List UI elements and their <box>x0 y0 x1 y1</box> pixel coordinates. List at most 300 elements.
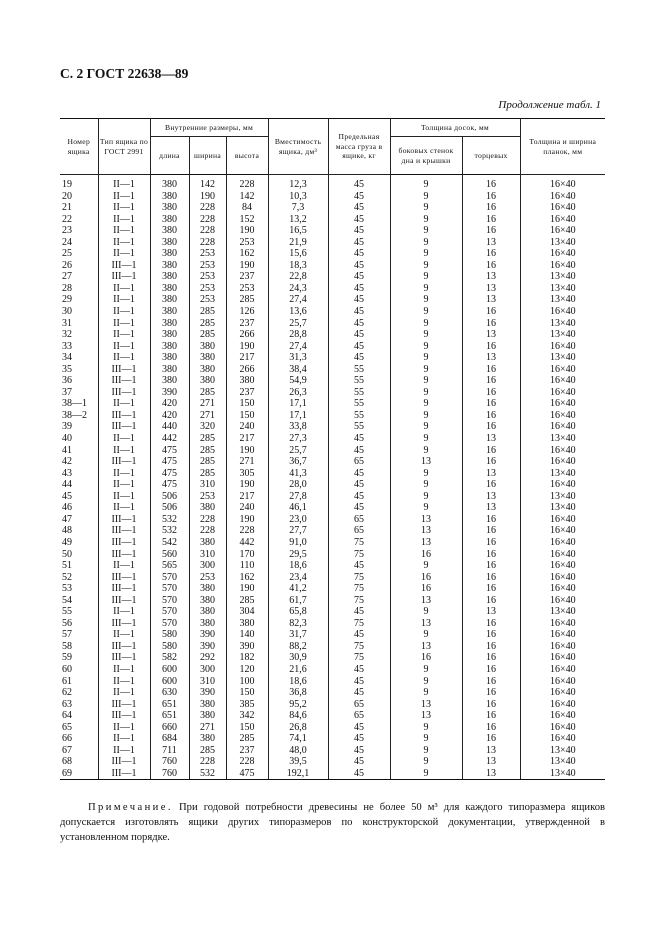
cell-type: II—1 <box>98 733 150 745</box>
cell-plank-size: 13×40 <box>520 433 605 445</box>
cell-side-thickness: 9 <box>390 421 462 433</box>
cell-length: 380 <box>150 260 189 272</box>
cell-type: II—1 <box>98 398 150 410</box>
cell-type: III—1 <box>98 756 150 768</box>
cell-capacity: 26,3 <box>268 387 328 399</box>
cell-max-mass: 45 <box>328 248 390 260</box>
cell-length: 380 <box>150 318 189 330</box>
cell-max-mass: 45 <box>328 318 390 330</box>
cell-max-mass: 45 <box>328 260 390 272</box>
col-header-height: высота <box>226 137 268 175</box>
cell-height: 190 <box>226 260 268 272</box>
cell-plank-size: 13×40 <box>520 329 605 341</box>
cell-width: 228 <box>189 225 226 237</box>
table-row <box>60 560 605 572</box>
col-header-width: ширина <box>189 137 226 175</box>
col-header-board-thickness: Толщина досок, мм <box>390 119 520 137</box>
cell-capacity: 13,6 <box>268 306 328 318</box>
table-row <box>60 237 605 249</box>
cell-side-thickness: 9 <box>390 271 462 283</box>
cell-width: 253 <box>189 248 226 260</box>
cell-width: 320 <box>189 421 226 433</box>
cell-number: 20 <box>60 191 98 203</box>
cell-height: 237 <box>226 745 268 757</box>
cell-height: 271 <box>226 456 268 468</box>
cell-capacity: 27,4 <box>268 294 328 306</box>
cell-width: 380 <box>189 375 226 387</box>
cell-length: 570 <box>150 618 189 630</box>
cell-side-thickness: 9 <box>390 560 462 572</box>
cell-plank-size: 16×40 <box>520 722 605 734</box>
cell-height: 253 <box>226 283 268 295</box>
col-header-side-boards: боковых стенок дна и крышки <box>390 137 462 175</box>
cell-width: 253 <box>189 283 226 295</box>
cell-number: 55 <box>60 606 98 618</box>
cell-side-thickness: 9 <box>390 202 462 214</box>
cell-width: 532 <box>189 768 226 780</box>
table-row <box>60 687 605 699</box>
cell-width: 228 <box>189 237 226 249</box>
table-row <box>60 202 605 214</box>
cell-number: 44 <box>60 479 98 491</box>
cell-plank-size: 16×40 <box>520 445 605 457</box>
note-text: При годовой потребности древесины не более 50 м³ для каждого типоразмера ящиков допускается изготовлять ящики других типоразмеров по конструкторской документации, утвержденной в установленном порядке. <box>60 802 606 843</box>
cell-capacity: 65,8 <box>268 606 328 618</box>
cell-number: 30 <box>60 306 98 318</box>
cell-side-thickness: 13 <box>390 514 462 526</box>
cell-height: 475 <box>226 768 268 780</box>
cell-capacity: 13,2 <box>268 214 328 226</box>
cell-plank-size: 13×40 <box>520 318 605 330</box>
cell-plank-size: 16×40 <box>520 733 605 745</box>
cell-type: II—1 <box>98 318 150 330</box>
cell-plank-size: 16×40 <box>520 560 605 572</box>
cell-type: II—1 <box>98 479 150 491</box>
cell-width: 380 <box>189 606 226 618</box>
cell-width: 285 <box>189 745 226 757</box>
cell-length: 580 <box>150 629 189 641</box>
cell-side-thickness: 16 <box>390 652 462 664</box>
cell-end-thickness: 16 <box>462 710 520 722</box>
cell-end-thickness: 13 <box>462 237 520 249</box>
cell-max-mass: 45 <box>328 676 390 688</box>
cell-side-thickness: 9 <box>390 306 462 318</box>
cell-capacity: 27,4 <box>268 341 328 353</box>
table-row <box>60 433 605 445</box>
cell-end-thickness: 16 <box>462 641 520 653</box>
cell-type: II—1 <box>98 306 150 318</box>
cell-height: 152 <box>226 214 268 226</box>
cell-max-mass: 65 <box>328 525 390 537</box>
cell-type: III—1 <box>98 768 150 780</box>
cell-end-thickness: 13 <box>462 502 520 514</box>
cell-side-thickness: 9 <box>390 248 462 260</box>
cell-plank-size: 16×40 <box>520 410 605 422</box>
cell-plank-size: 16×40 <box>520 595 605 607</box>
cell-number: 64 <box>60 710 98 722</box>
table-row <box>60 175 605 191</box>
cell-side-thickness: 9 <box>390 387 462 399</box>
cell-max-mass: 45 <box>328 479 390 491</box>
cell-plank-size: 16×40 <box>520 214 605 226</box>
cell-number: 26 <box>60 260 98 272</box>
page-header: С. 2 ГОСТ 22638—89 <box>60 66 189 81</box>
cell-height: 110 <box>226 560 268 572</box>
cell-type: III—1 <box>98 421 150 433</box>
col-header-type: Тип ящика по ГОСТ 2991 <box>98 119 150 175</box>
cell-side-thickness: 13 <box>390 641 462 653</box>
cell-plank-size: 16×40 <box>520 641 605 653</box>
col-header-length: длина <box>150 137 189 175</box>
cell-capacity: 82,3 <box>268 618 328 630</box>
cell-height: 150 <box>226 722 268 734</box>
cell-type: II—1 <box>98 283 150 295</box>
cell-side-thickness: 16 <box>390 583 462 595</box>
cell-side-thickness: 9 <box>390 491 462 503</box>
cell-max-mass: 45 <box>328 175 390 191</box>
cell-length: 380 <box>150 352 189 364</box>
cell-length: 380 <box>150 294 189 306</box>
col-header-plank-size: Толщина и ширина планок, мм <box>520 119 605 175</box>
cell-side-thickness: 9 <box>390 768 462 780</box>
cell-type: II—1 <box>98 352 150 364</box>
cell-side-thickness: 13 <box>390 537 462 549</box>
cell-capacity: 38,4 <box>268 364 328 376</box>
col-header-capacity: Вместимость ящика, дм³ <box>268 119 328 175</box>
cell-number: 43 <box>60 468 98 480</box>
cell-max-mass: 55 <box>328 387 390 399</box>
cell-end-thickness: 16 <box>462 652 520 664</box>
table-row <box>60 525 605 537</box>
table-row <box>60 318 605 330</box>
cell-plank-size: 13×40 <box>520 294 605 306</box>
cell-max-mass: 45 <box>328 191 390 203</box>
cell-end-thickness: 16 <box>462 306 520 318</box>
cell-capacity: 48,0 <box>268 745 328 757</box>
cell-height: 380 <box>226 375 268 387</box>
cell-plank-size: 13×40 <box>520 491 605 503</box>
cell-max-mass: 45 <box>328 341 390 353</box>
cell-side-thickness: 13 <box>390 618 462 630</box>
cell-number: 59 <box>60 652 98 664</box>
cell-end-thickness: 13 <box>462 271 520 283</box>
cell-capacity: 28,8 <box>268 329 328 341</box>
cell-side-thickness: 9 <box>390 722 462 734</box>
cell-end-thickness: 13 <box>462 468 520 480</box>
cell-side-thickness: 9 <box>390 756 462 768</box>
cell-plank-size: 13×40 <box>520 606 605 618</box>
cell-plank-size: 16×40 <box>520 364 605 376</box>
cell-length: 570 <box>150 583 189 595</box>
table-body <box>60 175 605 780</box>
cell-number: 51 <box>60 560 98 572</box>
cell-side-thickness: 9 <box>390 629 462 641</box>
table-row <box>60 745 605 757</box>
table-row <box>60 225 605 237</box>
cell-height: 170 <box>226 549 268 561</box>
cell-length: 380 <box>150 225 189 237</box>
cell-number: 37 <box>60 387 98 399</box>
cell-side-thickness: 9 <box>390 687 462 699</box>
cell-max-mass: 45 <box>328 756 390 768</box>
cell-length: 542 <box>150 537 189 549</box>
cell-number: 19 <box>60 175 98 191</box>
cell-type: III—1 <box>98 537 150 549</box>
cell-end-thickness: 16 <box>462 537 520 549</box>
cell-end-thickness: 13 <box>462 352 520 364</box>
cell-height: 285 <box>226 595 268 607</box>
cell-capacity: 41,2 <box>268 583 328 595</box>
cell-type: II—1 <box>98 745 150 757</box>
cell-plank-size: 16×40 <box>520 710 605 722</box>
cell-type: III—1 <box>98 525 150 537</box>
cell-number: 46 <box>60 502 98 514</box>
cell-max-mass: 75 <box>328 537 390 549</box>
cell-plank-size: 13×40 <box>520 352 605 364</box>
cell-length: 420 <box>150 398 189 410</box>
cell-plank-size: 13×40 <box>520 745 605 757</box>
cell-length: 380 <box>150 375 189 387</box>
cell-number: 69 <box>60 768 98 780</box>
cell-number: 60 <box>60 664 98 676</box>
cell-height: 237 <box>226 271 268 283</box>
cell-type: III—1 <box>98 641 150 653</box>
cell-capacity: 95,2 <box>268 699 328 711</box>
cell-height: 237 <box>226 387 268 399</box>
cell-max-mass: 45 <box>328 225 390 237</box>
cell-width: 380 <box>189 583 226 595</box>
table-row <box>60 271 605 283</box>
table-row <box>60 722 605 734</box>
cell-side-thickness: 9 <box>390 214 462 226</box>
cell-number: 47 <box>60 514 98 526</box>
cell-plank-size: 16×40 <box>520 618 605 630</box>
cell-end-thickness: 16 <box>462 318 520 330</box>
cell-max-mass: 45 <box>328 445 390 457</box>
cell-max-mass: 45 <box>328 768 390 780</box>
cell-side-thickness: 9 <box>390 745 462 757</box>
cell-height: 120 <box>226 664 268 676</box>
cell-length: 760 <box>150 768 189 780</box>
table-row <box>60 606 605 618</box>
cell-end-thickness: 16 <box>462 733 520 745</box>
cell-length: 440 <box>150 421 189 433</box>
cell-type: II—1 <box>98 664 150 676</box>
cell-capacity: 15,6 <box>268 248 328 260</box>
cell-width: 285 <box>189 387 226 399</box>
cell-max-mass: 75 <box>328 618 390 630</box>
cell-max-mass: 75 <box>328 583 390 595</box>
cell-plank-size: 16×40 <box>520 202 605 214</box>
cell-number: 28 <box>60 283 98 295</box>
cell-type: II—1 <box>98 175 150 191</box>
cell-length: 390 <box>150 387 189 399</box>
cell-length: 651 <box>150 710 189 722</box>
cell-width: 271 <box>189 410 226 422</box>
table-row <box>60 583 605 595</box>
cell-number: 33 <box>60 341 98 353</box>
cell-length: 600 <box>150 676 189 688</box>
cell-height: 190 <box>226 583 268 595</box>
cell-end-thickness: 16 <box>462 214 520 226</box>
cell-width: 380 <box>189 618 226 630</box>
cell-plank-size: 16×40 <box>520 537 605 549</box>
table-row <box>60 341 605 353</box>
cell-height: 217 <box>226 491 268 503</box>
cell-plank-size: 16×40 <box>520 549 605 561</box>
cell-plank-size: 16×40 <box>520 175 605 191</box>
cell-max-mass: 65 <box>328 699 390 711</box>
cell-height: 217 <box>226 433 268 445</box>
cell-end-thickness: 16 <box>462 664 520 676</box>
cell-length: 532 <box>150 514 189 526</box>
cell-max-mass: 45 <box>328 687 390 699</box>
cell-end-thickness: 16 <box>462 629 520 641</box>
cell-max-mass: 45 <box>328 294 390 306</box>
cell-type: III—1 <box>98 456 150 468</box>
cell-end-thickness: 16 <box>462 341 520 353</box>
cell-plank-size: 16×40 <box>520 629 605 641</box>
table-row <box>60 191 605 203</box>
cell-max-mass: 45 <box>328 214 390 226</box>
cell-width: 380 <box>189 733 226 745</box>
cell-length: 711 <box>150 745 189 757</box>
cell-capacity: 33,8 <box>268 421 328 433</box>
cell-max-mass: 75 <box>328 652 390 664</box>
cell-plank-size: 13×40 <box>520 237 605 249</box>
cell-end-thickness: 13 <box>462 294 520 306</box>
cell-max-mass: 45 <box>328 560 390 572</box>
table-row <box>60 479 605 491</box>
cell-plank-size: 16×40 <box>520 572 605 584</box>
cell-height: 285 <box>226 733 268 745</box>
cell-max-mass: 45 <box>328 283 390 295</box>
cell-height: 190 <box>226 514 268 526</box>
cell-width: 271 <box>189 722 226 734</box>
cell-capacity: 25,7 <box>268 445 328 457</box>
cell-length: 660 <box>150 722 189 734</box>
cell-length: 380 <box>150 214 189 226</box>
cell-side-thickness: 9 <box>390 676 462 688</box>
table-row <box>60 629 605 641</box>
cell-width: 285 <box>189 306 226 318</box>
table-row <box>60 364 605 376</box>
cell-plank-size: 16×40 <box>520 306 605 318</box>
cell-capacity: 91,0 <box>268 537 328 549</box>
cell-height: 150 <box>226 410 268 422</box>
box-sizes-table <box>60 118 605 780</box>
cell-height: 304 <box>226 606 268 618</box>
cell-side-thickness: 13 <box>390 456 462 468</box>
cell-plank-size: 16×40 <box>520 456 605 468</box>
cell-height: 228 <box>226 756 268 768</box>
cell-end-thickness: 16 <box>462 699 520 711</box>
cell-type: II—1 <box>98 468 150 480</box>
cell-height: 266 <box>226 364 268 376</box>
cell-width: 253 <box>189 260 226 272</box>
cell-plank-size: 16×40 <box>520 479 605 491</box>
cell-end-thickness: 16 <box>462 456 520 468</box>
cell-end-thickness: 16 <box>462 398 520 410</box>
cell-width: 285 <box>189 456 226 468</box>
table-row <box>60 398 605 410</box>
table-row <box>60 537 605 549</box>
cell-plank-size: 13×40 <box>520 271 605 283</box>
cell-type: III—1 <box>98 387 150 399</box>
cell-capacity: 36,8 <box>268 687 328 699</box>
cell-number: 57 <box>60 629 98 641</box>
cell-number: 56 <box>60 618 98 630</box>
cell-end-thickness: 16 <box>462 387 520 399</box>
cell-max-mass: 45 <box>328 502 390 514</box>
cell-plank-size: 16×40 <box>520 225 605 237</box>
cell-number: 61 <box>60 676 98 688</box>
cell-length: 475 <box>150 456 189 468</box>
table-row <box>60 329 605 341</box>
table-row <box>60 768 605 780</box>
cell-height: 162 <box>226 248 268 260</box>
cell-width: 253 <box>189 271 226 283</box>
cell-max-mass: 75 <box>328 595 390 607</box>
col-header-number: Номер ящика <box>60 119 98 175</box>
cell-end-thickness: 16 <box>462 618 520 630</box>
cell-side-thickness: 9 <box>390 410 462 422</box>
cell-width: 380 <box>189 352 226 364</box>
cell-capacity: 36,7 <box>268 456 328 468</box>
table-row <box>60 710 605 722</box>
table-row <box>60 306 605 318</box>
cell-type: II—1 <box>98 433 150 445</box>
cell-max-mass: 65 <box>328 514 390 526</box>
cell-number: 27 <box>60 271 98 283</box>
col-header-max-mass: Предельная масса груза в ящике, кг <box>328 119 390 175</box>
cell-width: 285 <box>189 318 226 330</box>
table-row <box>60 491 605 503</box>
cell-max-mass: 45 <box>328 664 390 676</box>
table-row <box>60 756 605 768</box>
cell-side-thickness: 9 <box>390 294 462 306</box>
cell-capacity: 41,3 <box>268 468 328 480</box>
cell-width: 292 <box>189 652 226 664</box>
cell-capacity: 24,3 <box>268 283 328 295</box>
cell-max-mass: 45 <box>328 202 390 214</box>
cell-side-thickness: 9 <box>390 329 462 341</box>
table-row <box>60 699 605 711</box>
cell-max-mass: 45 <box>328 722 390 734</box>
cell-type: III—1 <box>98 652 150 664</box>
cell-max-mass: 55 <box>328 364 390 376</box>
cell-capacity: 12,3 <box>268 175 328 191</box>
cell-side-thickness: 9 <box>390 502 462 514</box>
table-row <box>60 214 605 226</box>
cell-number: 45 <box>60 491 98 503</box>
cell-side-thickness: 9 <box>390 283 462 295</box>
cell-number: 34 <box>60 352 98 364</box>
cell-length: 380 <box>150 237 189 249</box>
cell-capacity: 27,8 <box>268 491 328 503</box>
table-row <box>60 248 605 260</box>
cell-end-thickness: 16 <box>462 687 520 699</box>
cell-side-thickness: 9 <box>390 606 462 618</box>
cell-max-mass: 55 <box>328 421 390 433</box>
cell-capacity: 16,5 <box>268 225 328 237</box>
cell-end-thickness: 16 <box>462 364 520 376</box>
cell-height: 140 <box>226 629 268 641</box>
cell-capacity: 31,3 <box>268 352 328 364</box>
cell-width: 300 <box>189 560 226 572</box>
table-row <box>60 456 605 468</box>
cell-width: 253 <box>189 491 226 503</box>
